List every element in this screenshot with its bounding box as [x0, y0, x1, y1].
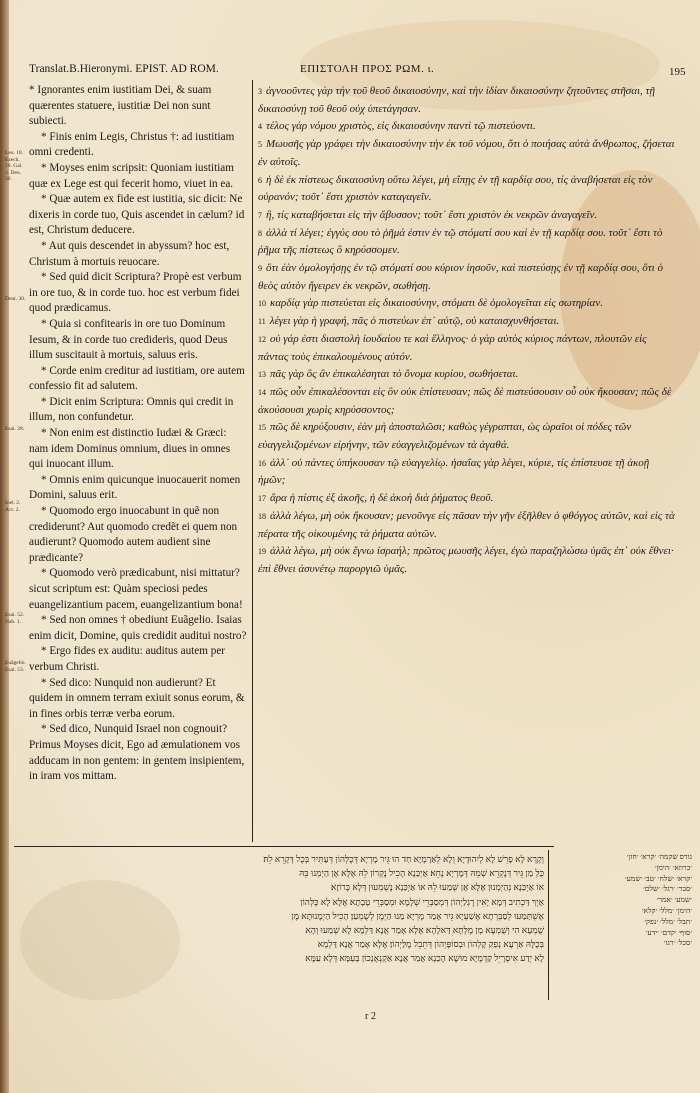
greek-verse-text: ἀγνοοῦντες γὰρ τὴν τοῦ θεοῦ δικαιοσύνην, καὶ τὴν ἰδίαν δικαιοσύνην ζητοῦντες στῆσαι, τῇ δικαιοσύνῃ τοῦ θεοῦ οὐχ ὑπετάγησαν.: [258, 85, 655, 115]
latin-vulgate-column: [29, 83, 247, 785]
greek-verse-text: ἀλλὰ λέγω, μὴ οὐκ ἤκουσαν; μενοῦνγε εἰς πᾶσαν τὴν γῆν ἐξῆλθεν ὁ φθόγγος αὐτῶν, καὶ εἰς τὰ πέρατα τῆς οἰκουμένης τὰ ῥήματα αὐτῶν.: [258, 509, 675, 540]
greek-verse-text: πῶς δὲ κηρύξουσιν, ἐὰν μὴ ἀποσταλῶσι; καθὼς γέγραπται, ὡς ὡραῖοι οἱ πόδες τῶν εὐαγγελιζομένων εἰρήνην, τῶν εὐαγγελιζομένων τὰ ἀγαθά.: [258, 421, 632, 452]
syriac-line: בְּכֻלָּהּ אַרְעָא נְפַק קָלְהוֹן וּבְסוֹפָּיְהוֹן דְּתֵבֵל מֶלַּיְהוֹן׃ אֶלָּא אָמַר אֲנָא דַּלְמָא: [317, 939, 544, 950]
syriac-line: כֻּלְּ מַן גֵּיר דְּנֶקְרֵא שְׁמֵהּ דְּמָרְיָא נֶחֵא׃ אַיְכַּנָא הָכִיל נֶקְרוֹן לֵהּ אֶלָּא אֶן הַיְמְנוּ בֵּהּ: [299, 868, 544, 879]
greek-verse-text: Μωυσῆς γὰρ γράφει τὴν δικαιοσύνην τὴν ἐκ τοῦ νόμου, ὅτι ὁ ποιήσας αὐτὰ ἄνθρωπος, ζήσεται ἐν αὐτοῖς.: [258, 138, 675, 168]
syriac-note: ׳כרוזא׳ ׳הימן׳: [654, 862, 692, 872]
verse-number: 9: [258, 264, 262, 274]
greek-verse: [258, 295, 676, 313]
verse-number: 19: [258, 547, 266, 557]
latin-verse: * Non enim est distinctio Iudæi & Græci: nam idem Dominus omnium, diues in omnes qui inuocant illum.: [29, 427, 231, 471]
latin-verse: * Moyses enim scripsit: Quoniam iustitiam quæ ex Lege est qui fecerit homo, viuet in ea.: [29, 161, 234, 190]
greek-verse: [258, 260, 676, 295]
greek-verse: [258, 366, 676, 384]
verse-number: 13: [258, 370, 266, 380]
latin-verse: * Sed quid dicit Scriptura? Propè est verbum in ore tuo, & in corde tuo. hoc est verbum fidei quod prædicamus.: [29, 271, 242, 315]
greek-verse: [258, 172, 676, 207]
syriac-note: ׳תבל׳ ׳מלל׳ ׳נפק׳: [644, 916, 692, 926]
latin-verse: * Omnis enim quicunque inuocauerit nomen Domini, saluus erit.: [29, 473, 241, 502]
syriac-hebrew-text-block: [14, 852, 544, 966]
greek-verse-text: ἢ, τίς καταβήσεται εἰς τὴν ἄβυσσον; τοῦτ᾽ ἔστι χριστὸν ἐκ νεκρῶν ἀναγαγεῖν.: [266, 208, 598, 221]
syriac-marginal-notes: [552, 852, 692, 949]
margin-reference: Esai. 28.: [5, 426, 25, 432]
latin-verse: * Sed non omnes † obediunt Euãgelio. Isaias enim dicit, Domine, quis credidit auditui nostro?: [29, 614, 247, 642]
verse-number: 7: [258, 210, 262, 220]
greek-verse-text: ὅτι ἐὰν ὁμολογήσῃς ἐν τῷ στόματί σου κύριον ἰησοῦν, καὶ πιστεύσῃς ἐν τῇ καρδίᾳ σου, ὅτι ὁ θεὸς αὐτὸν ἤγειρεν ἐκ νεκρῶν, σωθήσῃ.: [258, 262, 663, 292]
greek-verse-text: πᾶς γὰρ ὃς ἂν ἐπικαλέσηται τὸ ὄνομα κυρίου, σωθήσεται.: [270, 368, 519, 381]
latin-verse: * Quæ autem ex fide est iustitia, sic dicit: Ne dixeris in corde tuo, Quis ascendet in cælum? id est, Christum deducere.: [29, 193, 245, 237]
greek-verse: [258, 419, 676, 454]
syriac-note: ׳סכל׳ ׳רגז׳: [663, 938, 692, 948]
verse-number: 5: [258, 140, 262, 150]
verse-number: 11: [258, 317, 266, 327]
greek-text-column: [258, 83, 676, 579]
syriac-line: לָא יְדַע אִיסְרָיֵל קַדְמָיָא מוּשֶׁא הָכַנָא אָמַר אֲנָא אַקְנְאֶנְכוֹן בְּעַמָּא דְּלָא עַמָּא: [305, 953, 544, 964]
latin-verse: * Ignorantes enim iustitiam Dei, & suam quærentes statuere, iustitiæ Dei non sunt subiecti.: [29, 84, 212, 128]
greek-verse: [258, 207, 676, 225]
verse-number: 4: [258, 122, 262, 132]
greek-verse-text: λέγει γὰρ ἡ γραφή, πᾶς ὁ πιστεύων ἐπ᾽ αὐτῷ, οὐ καταισχυνθήσεται.: [269, 315, 560, 328]
greek-verse-text: ἀλλὰ τί λέγει; ἐγγύς σου τὸ ῥῆμά ἐστιν ἐν τῷ στόματί σου καὶ ἐν τῇ καρδίᾳ σου. τοῦτ᾽ ἔστι τὸ ῥῆμα τῆς πίστεως ὃ κηρύσσομεν.: [258, 226, 663, 257]
greek-verse-text: πῶς οὖν ἐπικαλέσονται εἰς ὃν οὐκ ἐπίστευσαν; πῶς δὲ πιστεύσουσιν οὗ οὐκ ἤκουσαν; πῶς δὲ ἀκούσουσι χωρὶς κηρύσσοντος;: [258, 385, 672, 416]
latin-verse: * Sed dico, Nunquid Israel non cognouit? Primus Moyses dicit, Ego ad æmulationem vos adducam in non gentem: in gentem insipientem, in iram vos mittam.: [29, 723, 245, 783]
page-number: 195: [669, 66, 686, 78]
latin-verse: * Finis enim Legis, Christus †: ad iustitiam omni credenti.: [29, 130, 235, 159]
signature-mark: r 2: [365, 1011, 376, 1022]
greek-running-title: ΕΠΙΣΤΟΛΗ ΠΡΟΣ ΡΩΜ. ι.: [300, 63, 435, 75]
verse-number: 18: [258, 511, 266, 521]
greek-verse-text: οὐ γάρ ἐστι διαστολὴ ἰουδαίου τε καὶ ἕλληνος· ὁ γὰρ αὐτὸς κύριος πάντων, πλουτῶν εἰς πάντας τοὺς ἐπικαλουμένους αὐτόν.: [258, 332, 647, 363]
greek-verse: [258, 508, 676, 543]
syriac-note: ׳הימן׳ ׳מלל׳ ׳קלא׳: [641, 905, 692, 915]
greek-verse: [258, 225, 676, 260]
margin-reference: Euãgelio. Esai. 53.: [5, 660, 26, 673]
margin-reference: Deut. 30.: [5, 296, 26, 302]
greek-verse: [258, 455, 676, 490]
syriac-note: ׳קרא׳ ׳שלח׳ ׳טב׳ ׳שמע׳: [624, 873, 692, 883]
greek-verse: [258, 83, 676, 118]
verse-number: 15: [258, 423, 266, 433]
latin-verse: * Ergo fides ex auditu: auditus autem per verbum Christi.: [29, 645, 226, 673]
greek-verse-text: ἄρα ἡ πίστις ἐξ ἀκοῆς, ἡ δὲ ἀκοὴ διὰ ῥήματος θεοῦ.: [270, 492, 494, 505]
syriac-line: אַיְךְ דַּכְתִיב דְּמָא יָאִין רֶגְלַיְהוֹן דְּמְסַבְּרֵי שְׁלָמָא וּמְסַבְּרֵי טָבָתָא׃ אֶלָּא לָא כֻּלְּהוֹן: [300, 896, 544, 907]
greek-verse-text: ἀλλὰ λέγω, μὴ οὐκ ἔγνω ἰσραήλ; πρῶτος μωυσῆς λέγει, ἐγὼ παραζηλώσω ὑμᾶς ἐπ᾽ οὐκ ἔθνει· ἐπὶ ἔθνει ἀσυνέτῳ παροργιῶ ὑμᾶς.: [258, 545, 674, 575]
syriac-line: שֻׁמְעָא הִי וְשֻׁמְעָא מֶן מֶלְּתָא דַּאלָהָא׃ אֶלָּא אָמַר אֲנָא דַּלְמָא לָא שְׁמַעוּ וְהָא: [305, 925, 544, 936]
margin-reference: Leu. 18. Ezech. 20. Gal. 3. Deu. 30.: [5, 150, 24, 182]
latin-verse: * Quomodo verò prædicabunt, nisi mittatur? sicut scriptum est: Quàm speciosi pedes euangelizantium pacem, euangelizantium bona!: [29, 567, 243, 611]
syriac-line: אֶשְׁתַּמַעוּ לְסַבְּרְתָא אֶשַׁעְיָא גֵּיר אָמַר מָרְיָא מַנוּ הַיְמֶן לְשֻׁמְעַן׃ הָכִיל הַיְמָנוּתָא מֶן: [291, 910, 544, 921]
syriac-line: וְקָרָא לָא פָרֵשׁ לָא לְיִהוּדָיָא וְלָא לְאַרָמָיָא חַד הוּ גֵּיר מָרְיָא דְּכֻלְּהוֹן דְּעַתִּיר בְּכֻל דְּקָרֵא לֵהּ׃: [263, 854, 544, 864]
greek-verse-text: καρδίᾳ γὰρ πιστεύεται εἰς δικαιοσύνην, στόματι δὲ ὁμολογεῖται εἰς σωτηρίαν.: [270, 297, 603, 310]
greek-verse: [258, 543, 676, 578]
syriac-note: גורס שקמה׳ ׳קרא׳ ׳חזן׳: [626, 852, 692, 861]
greek-verse: [258, 384, 676, 419]
greek-verse: [258, 313, 676, 331]
verse-number: 16: [258, 458, 266, 468]
margin-reference: Esai. 52. Nah. 1.: [5, 612, 25, 625]
verse-number: 3: [258, 87, 262, 96]
latin-verse: * Corde enim creditur ad iustitiam, ore autem confessio fit ad salutem.: [29, 364, 245, 393]
greek-verse-text: ἡ δὲ ἐκ πίστεως δικαιοσύνη οὕτω λέγει, μὴ εἴπῃς ἐν τῇ καρδίᾳ σου, τίς ἀναβήσεται εἰς τὸν οὐρανόν; τοῦτ᾽ ἔστι χριστὸν καταγαγεῖν.: [258, 173, 653, 204]
verse-number: 10: [258, 299, 266, 309]
hebrew-section-rule: [14, 846, 554, 847]
latin-verse: * Sed dico: Nunquid non audierunt? Et quidem in omnem terram exiuit sonus eorum, & in fines orbis terræ verba eorum.: [29, 676, 245, 720]
latin-verse: * Quia si confitearis in ore tuo Dominum Iesum, & in corde tuo credideris, quod Deus illum suscitauit à mortuis, saluus eris.: [29, 317, 228, 362]
latin-verse: * Aut quis descendet in abyssum? hoc est, Christum à mortuis reuocare.: [29, 239, 230, 268]
notes-column-divider: [548, 850, 549, 1000]
greek-verse: [258, 136, 676, 171]
greek-verse: [258, 490, 676, 508]
syriac-note: ׳שמע׳ ׳אמר׳: [656, 895, 692, 905]
greek-verse: [258, 331, 676, 366]
latin-verse: * Quomodo ergo inuocabunt in quẽ non crediderunt? Aut quomodo credẽt ei quem non audierunt? Quomodo autem audient sine prædicante?: [29, 505, 238, 564]
syriac-note: ׳סוף׳ ׳קדם׳ ׳ידע׳: [645, 927, 692, 937]
verse-number: 12: [258, 334, 266, 344]
latin-verse: * Dicit enim Scriptura: Omnis qui credit in illum, non confundetur.: [29, 395, 234, 424]
syriac-line: אוֹ אַיְכַּנָא נְהַיְמְנוּן אֶלָּא אֶן שְׁמַעוּ לֵהּ אוֹ אַיְכַּנָא נֶשְׁמְעוּן דְּלָא כָּרוֹזָא׃: [331, 882, 544, 893]
verse-number: 14: [258, 387, 266, 397]
syriac-note: ׳סבר׳ ׳רגל׳ ׳שלם׳: [643, 884, 692, 894]
greek-verse: [258, 118, 676, 136]
greek-verse-text: ἀλλ᾽ οὐ πάντες ὑπήκουσαν τῷ εὐαγγελίῳ. ἡσαΐας γὰρ λέγει, κύριε, τίς ἐπίστευσε τῇ ἀκοῇ ἡμῶν;: [258, 456, 650, 487]
margin-reference: Ioel. 2. Act. 2.: [5, 500, 21, 513]
verse-number: 17: [258, 494, 266, 504]
column-divider: [252, 80, 253, 842]
latin-running-title: Translat.B.Hieronymi. EPIST. AD ROM.: [29, 63, 219, 75]
greek-verse-text: τέλος γὰρ νόμου χριστὸς, εἰς δικαιοσύνην παντὶ τῷ πιστεύοντι.: [266, 120, 536, 133]
verse-number: 6: [258, 175, 262, 185]
verse-number: 8: [258, 228, 262, 238]
